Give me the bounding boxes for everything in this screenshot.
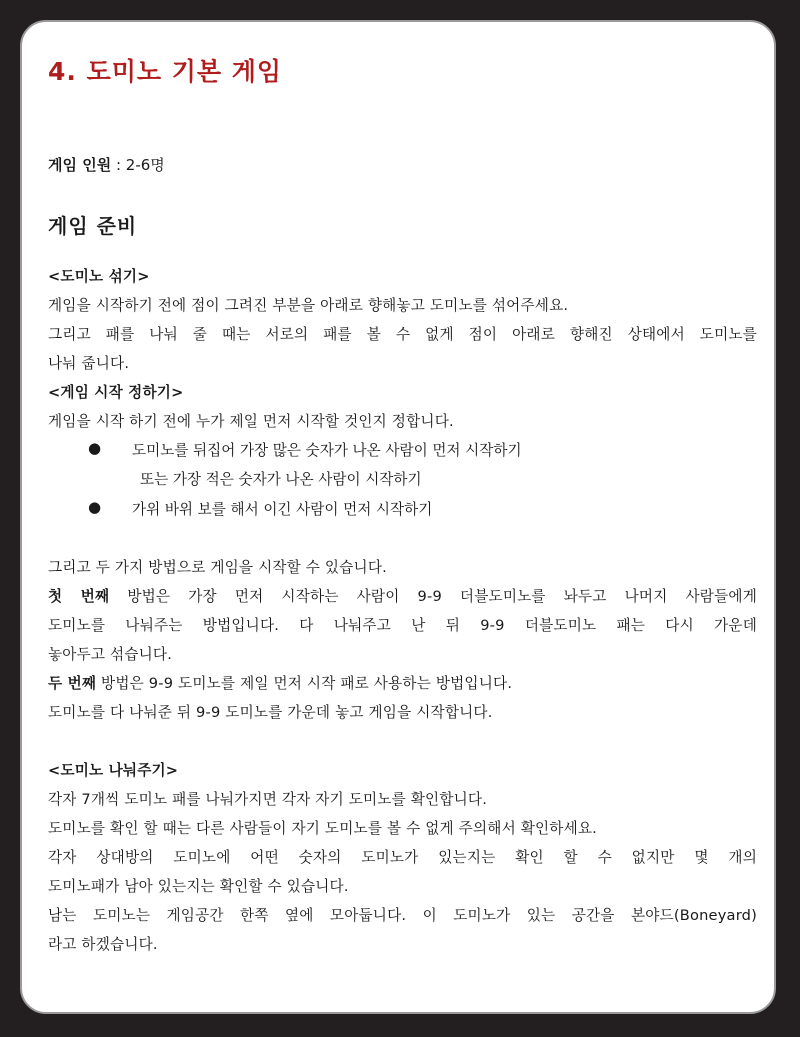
shuffle-line-3: 나눠 줍니다. [48,355,130,372]
shuffle-line-1: 게임을 시작하기 전에 점이 그려진 부분을 아래로 향해놓고 도미노를 섞어주세요. [48,297,569,314]
deal-line-1: 각자 7개씩 도미노 패를 나눠가지면 각자 자기 도미노를 확인합니다. [48,791,488,808]
methods-intro: 그리고 두 가지 방법으로 게임을 시작할 수 있습니다. [48,559,387,576]
players-info [48,154,165,175]
players-value: : 2-6명 [111,156,165,174]
first-method-text: 방법은 가장 먼저 시작하는 사람이 9-9 더블도미노를 놔두고 나머지 사람들에게 [109,588,757,605]
deal-line-5: 남는 도미노는 게임공간 한쪽 옆에 모아둡니다. 이 도미노가 있는 공간을 본야드(Boneyard) [48,907,757,924]
first-method-line-3: 놓아두고 섞습니다. [48,646,173,663]
second-method-text: 방법은 9-9 도미노를 제일 먼저 시작 패로 사용하는 방법입니다. [96,675,513,692]
second-method-line-2: 도미노를 다 나눠준 뒤 9-9 도미노를 가운데 놓고 게임을 시작합니다. [48,704,493,721]
deal-line-2: 도미노를 확인 할 때는 다른 사람들이 자기 도미노를 볼 수 없게 주의해서 확인하세요. [48,820,598,837]
bullet-continuation: 또는 가장 적은 숫자가 나온 사람이 시작하기 [140,471,422,488]
shuffle-heading: <도미노 섞기> [48,268,150,285]
deal-heading: <도미노 나눠주기> [48,762,179,779]
bullet-text: 가위 바위 보를 해서 이긴 사람이 먼저 시작하기 [132,501,433,518]
start-heading: <게임 시작 정하기> [48,384,184,401]
start-intro: 게임을 시작 하기 전에 누가 제일 먼저 시작할 것인지 정합니다. [48,413,454,430]
second-method-line-1 [48,672,757,693]
first-method-line-1 [48,585,757,606]
first-method-line-2: 도미노를 나눠주는 방법입니다. 다 나눠주고 난 뒤 9-9 더블도미노 패는 다시 가운데 [48,617,757,634]
players-label: 게임 인원 [48,156,112,174]
page-title: 4. 도미노 기본 게임 [48,57,283,86]
prep-heading: 게임 준비 [48,214,138,238]
bullet-text: 도미노를 뒤집어 가장 많은 숫자가 나온 사람이 먼저 시작하기 [132,442,522,459]
bullet-marker: ● [88,498,102,516]
bullet-marker: ● [88,439,102,457]
deal-line-6: 라고 하겠습니다. [48,936,158,953]
first-method-label: 첫 번째 [48,588,110,605]
shuffle-line-2: 그리고 패를 나눠 줄 때는 서로의 패를 볼 수 없게 점이 아래로 향해진 상태에서 도미노를 [48,326,757,343]
deal-line-4: 도미노패가 남아 있는지는 확인할 수 있습니다. [48,878,349,895]
second-method-label: 두 번째 [48,675,97,692]
document-page [20,20,776,1014]
document-content [48,52,757,953]
deal-line-3: 각자 상대방의 도미노에 어떤 숫자의 도미노가 있는지는 확인 할 수 없지만 몇 개의 [48,849,757,866]
